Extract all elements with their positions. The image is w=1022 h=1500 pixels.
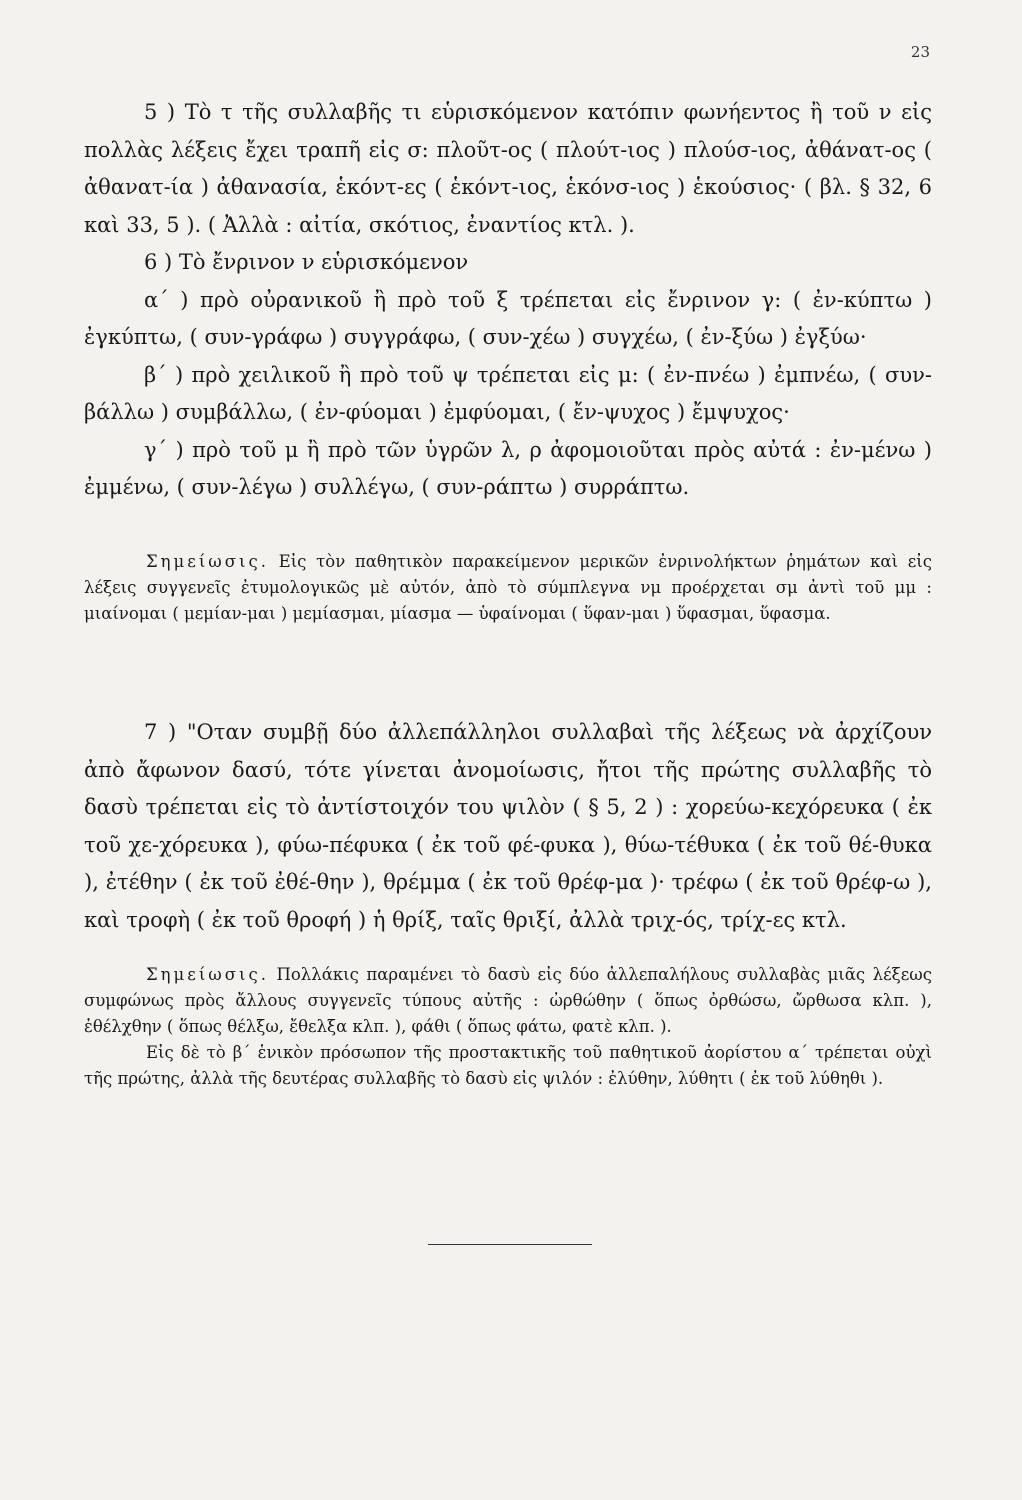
note-2-text-1: Πολλάκις παραμένει τὸ δασὺ εἰς δύο ἀλλεπαλήλους συλλαβὰς μιᾶς λέξεως συμφώνως πρὸς ἄλλους συγγενεῖς τύπους αὐτῆς : ὠρθώθην ( ὅπως ὀρθώσω, ὤρθωσα κλπ. ), ἐθέλχθην ( ὅπως θέλξω, ἔθελξα κλπ. ), φάθι ( ὅπως φάτω, φατὲ κλπ. ).: [84, 965, 932, 1036]
note-1: [84, 549, 932, 627]
paragraph-7: 7 ) "Οταν συμβῇ δύο ἀλλεπάλληλοι συλλαβαὶ τῆς λέξεως νὰ ἀρχίζουν ἀπὸ ἄφωνον δασύ, τότε γίνεται ἀνομοίωσις, ἤτοι τῆς πρώτης συλλαβῆς τὸ δασὺ τρέπεται εἰς τὸ ἀντίστοιχόν του ψιλὸν ( § 5, 2 ) : χορεύω-κεχόρευκα ( ἐκ τοῦ χε-χόρευκα ), φύω-πέφυκα ( ἐκ τοῦ φέ-φυκα ), θύω-τέθυκα ( ἐκ τοῦ θέ-θυκα ), ἐτέθην ( ἐκ τοῦ ἐθέ-θην ), θρέμμα ( ἐκ τοῦ θρέφ-μα )· τρέφω ( ἐκ τοῦ θρέφ-ω ), καὶ τροφὴ ( ἐκ τοῦ θροφή ) ἡ θρίξ, ταῖς θριξί, ἀλλὰ τριχ-ός, τρίχ-ες κτλ.: [84, 720, 932, 932]
note-2-paragraph-2: Εἰς δὲ τὸ β΄ ἑνικὸν πρόσωπον τῆς προστακτικῆς τοῦ παθητικοῦ ἀορίστου α΄ τρέπεται οὐχὶ τῆς πρώτης, ἀλλὰ τῆς δευτέρας συλλαβῆς τὸ δασὺ εἰς ψιλόν : ἐλύθην, λύθητι ( ἐκ τοῦ λύθηθι ).: [84, 1043, 932, 1088]
main-text-block-2: [84, 693, 932, 960]
paragraph-5: 5 ) Τὸ τ τῆς συλλαβῆς τι εὑρισκόμενον κατόπιν φωνήεντος ἢ τοῦ ν εἰς πολλὰς λέξεις ἔχει τραπῆ εἰς σ: πλοῦτ-ος ( πλούτ-ιος ) πλούσ-ιος, ἀθάνατ-ος ( ἀθανατ-ία ) ἀθανασία, ἑκόντ-ες ( ἑκόντ-ιος, ἑκόνσ-ιος ) ἑκούσιος· ( βλ. § 32, 6 καὶ 33, 5 ). ( Ἀλλὰ : αἰτία, σκότιος, ἐναντίος κτλ. ).: [84, 100, 932, 237]
page-number: 23: [910, 43, 930, 61]
note-2-paragraph-1: [84, 962, 932, 1040]
paragraph-6a: α΄ ) πρὸ οὐρανικοῦ ἢ πρὸ τοῦ ξ τρέπεται εἰς ἔνρινον γ: ( ἐν-κύπτω ) ἐγκύπτω, ( συν-γράφω ) συγγράφω, ( συν-χέω ) συγχέω, ( ἐν-ξύω ) ἐγξύω·: [84, 287, 932, 349]
paragraph-6-intro: 6 ) Τὸ ἔνρινον ν εὑρισκόμενον: [144, 250, 469, 274]
main-text-block: [84, 94, 932, 507]
note-2: [84, 962, 932, 1092]
note-1-label: Σημείωσις.: [146, 552, 269, 571]
paragraph-6b: β΄ ) πρὸ χειλικοῦ ἢ πρὸ τοῦ ψ τρέπεται εἰς μ: ( ἐν-πνέω ) ἐμπνέω, ( συν-βάλλω ) συμβάλλω, ( ἐν-φύομαι ) ἐμφύομαι, ( ἔν-ψυχος ) ἔμψυχος·: [84, 362, 932, 424]
footer-separator-line: [428, 1244, 592, 1245]
note-2-label: Σημείωσις.: [146, 965, 269, 984]
paragraph-6c: γ΄ ) πρὸ τοῦ μ ἢ πρὸ τῶν ὑγρῶν λ, ρ ἀφομοιοῦται πρὸς αὐτά : ἐν-μένω ) ἐμμένω, ( συν-λέγω ) συλλέγω, ( συν-ράπτω ) συρράπτω.: [84, 437, 932, 499]
note-1-text: Εἰς τὸν παθητικὸν παρακείμενον μερικῶν ἐνρινολήκτων ῥημάτων καὶ εἰς λέξεις συγγενεῖς ἐτυμολογικῶς μὲ αὐτόν, ἀπὸ τὸ σύμπλεγνα νμ προέρχεται σμ ἀντὶ τοῦ μμ : μιαίνομαι ( μεμίαν-μαι ) μεμίασμαι, μίασμα — ὑφαίνομαι ( ὕφαν-μαι ) ὕφασμαι, ὕφασμα.: [84, 552, 932, 623]
